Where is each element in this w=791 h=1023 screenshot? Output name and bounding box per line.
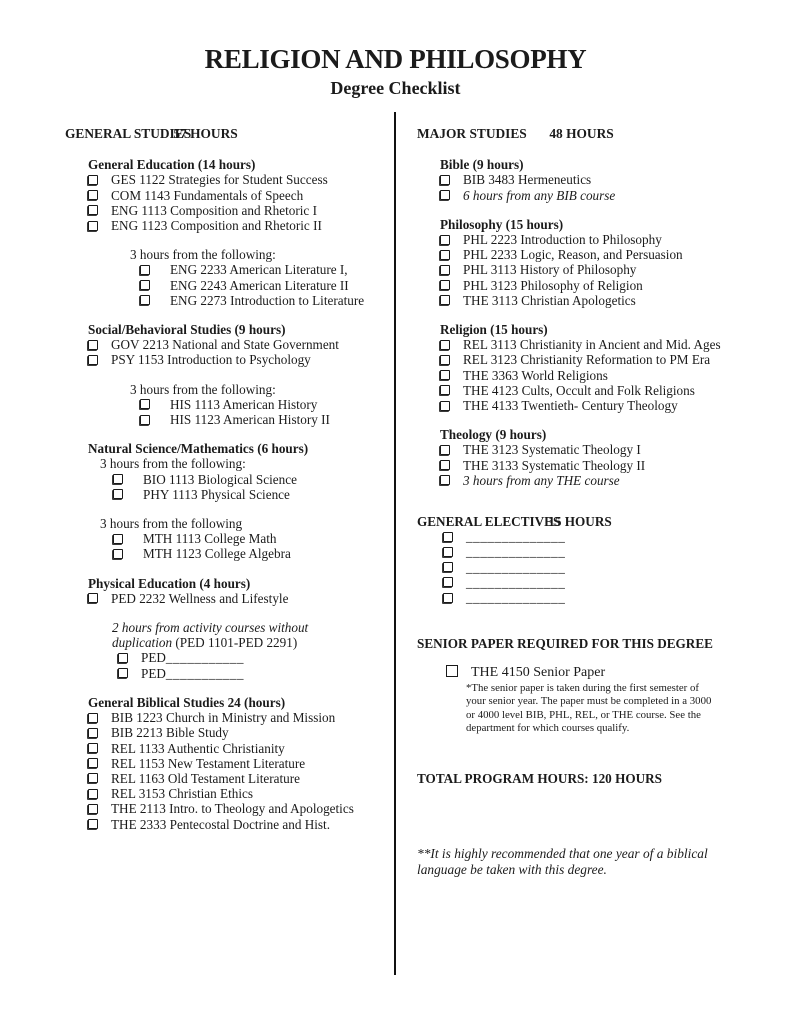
course-label: ENG 1113 Composition and Rhetoric I — [111, 202, 317, 218]
checkbox-icon — [140, 399, 150, 409]
checkbox-icon — [443, 562, 453, 572]
checklist-section — [440, 322, 769, 413]
elective-blank-row — [443, 560, 769, 575]
general-electives-hours: 15 HOURS — [548, 514, 612, 530]
blank-line: ___________ — [165, 665, 244, 681]
total-program-hours: TOTAL PROGRAM HOURS: 120 HOURS — [417, 771, 662, 787]
course-row — [88, 352, 393, 367]
general-electives-blanks — [443, 529, 769, 605]
general-studies-label: GENERAL STUDIES — [65, 126, 192, 141]
general-electives-section — [417, 514, 769, 605]
course-label: ENG 2243 American Literature II — [170, 277, 349, 293]
checkbox-icon — [440, 475, 450, 485]
senior-paper-heading: SENIOR PAPER REQUIRED FOR THIS DEGREE — [417, 636, 713, 652]
elective-blank-row — [443, 590, 769, 605]
section-heading: General Biblical Studies 24 (hours) — [88, 694, 286, 710]
checkbox-icon — [140, 415, 150, 425]
note-text: 3 hours from the following: — [130, 381, 276, 397]
checkbox-icon — [88, 773, 98, 783]
checkbox-icon — [440, 250, 450, 260]
course-row — [113, 546, 393, 561]
course-row — [140, 293, 393, 308]
course-label: ENG 2273 Introduction to Literature — [170, 292, 365, 308]
checkbox-icon — [440, 460, 450, 470]
course-row — [113, 531, 393, 546]
checkbox-icon — [443, 532, 453, 542]
note-text: 3 hours from the following — [100, 516, 243, 532]
major-studies-sections — [417, 157, 769, 488]
course-label: HIS 1123 American History II — [170, 412, 330, 428]
course-label: PHL 2233 Logic, Reason, and Persuasion — [463, 247, 683, 263]
general-studies-sections — [65, 157, 393, 832]
course-label: BIB 3483 Hermeneutics — [463, 172, 592, 188]
checkbox-icon — [440, 190, 450, 200]
checkbox-icon — [88, 175, 98, 185]
checkbox-icon — [88, 758, 98, 768]
course-row — [88, 203, 393, 218]
section-heading: Social/Behavioral Studies (9 hours) — [88, 322, 286, 338]
course-row — [88, 801, 393, 816]
checklist-section — [440, 157, 769, 203]
course-row — [440, 337, 769, 352]
checkbox-icon — [443, 577, 453, 587]
course-label: BIO 1113 Biological Science — [143, 471, 297, 487]
course-row — [440, 293, 769, 308]
course-label: ENG 2233 American Literature I, — [170, 262, 348, 278]
blank-line: ______________ — [466, 544, 566, 560]
section-heading: General Education (14 hours) — [88, 157, 256, 173]
page-title: RELIGION AND PHILOSOPHY — [204, 44, 587, 74]
course-label: PHL 2223 Introduction to Philosophy — [463, 232, 662, 248]
note-text: 3 hours from the following: — [100, 456, 246, 472]
blank-line: ______________ — [466, 574, 566, 590]
elective-blank-row — [443, 575, 769, 590]
course-row — [440, 398, 769, 413]
blank-prefix: PED — [141, 665, 166, 681]
course-label: REL 1153 New Testament Literature — [111, 755, 306, 771]
course-label: MTH 1113 College Math — [143, 531, 277, 547]
course-row — [440, 172, 769, 187]
course-label: REL 1133 Authentic Christianity — [111, 740, 285, 756]
course-label: THE 3363 World Religions — [463, 367, 608, 383]
general-studies-header — [65, 126, 393, 141]
course-row — [88, 710, 393, 725]
course-row — [140, 278, 393, 293]
senior-paper-section — [417, 636, 769, 735]
general-studies-hours: 57 HOURS — [173, 126, 238, 141]
blank-prefix: PED — [141, 650, 166, 666]
course-row — [113, 472, 393, 487]
checkbox-icon — [440, 370, 450, 380]
checkbox-icon — [440, 235, 450, 245]
checklist-section — [88, 576, 393, 681]
checkbox-icon — [113, 549, 123, 559]
course-label: REL 3123 Christianity Reformation to PM Era — [463, 352, 711, 368]
checkbox-icon — [443, 547, 453, 557]
course-row — [440, 368, 769, 383]
course-row — [88, 786, 393, 801]
checkbox-icon — [113, 534, 123, 544]
course-row — [88, 188, 393, 203]
course-row — [88, 756, 393, 771]
checkbox-icon — [88, 789, 98, 799]
checkbox-icon — [443, 593, 453, 603]
course-label: THE 3133 Systematic Theology II — [463, 457, 646, 473]
note-row — [112, 635, 393, 650]
blank-line: ______________ — [466, 559, 566, 575]
biblical-language-footnote: **It is highly recommended that one year of a biblical language be taken with this degree. — [417, 845, 708, 877]
checklist-section — [88, 441, 393, 561]
course-row — [440, 383, 769, 398]
course-row — [440, 473, 769, 488]
blank-row — [118, 666, 393, 681]
checkbox-icon — [88, 713, 98, 723]
checkbox-icon — [113, 474, 123, 484]
checkbox-icon — [88, 190, 98, 200]
course-label: PHL 3123 Philosophy of Religion — [463, 277, 643, 293]
note-row — [100, 516, 393, 531]
major-studies-label: MAJOR STUDIES — [417, 126, 527, 141]
course-label: ENG 1123 Composition and Rhetoric II — [111, 218, 322, 234]
checkbox-icon — [88, 355, 98, 365]
blank-line: ______________ — [466, 590, 566, 606]
course-row — [88, 771, 393, 786]
note-row — [112, 620, 393, 635]
course-row — [88, 817, 393, 832]
checklist-section — [88, 695, 393, 832]
section-heading: Physical Education (4 hours) — [88, 575, 251, 591]
course-row — [440, 247, 769, 262]
course-label: REL 3113 Christianity in Ancient and Mid. Ages — [463, 337, 721, 353]
course-label: THE 3113 Christian Apologetics — [463, 292, 636, 308]
checkbox-icon — [88, 593, 98, 603]
checklist-section — [440, 427, 769, 488]
checkbox-icon — [440, 175, 450, 185]
elective-blank-row — [443, 544, 769, 559]
checklist-section — [88, 157, 393, 308]
course-row — [440, 352, 769, 367]
checkbox-icon — [140, 295, 150, 305]
course-label: BIB 2213 Bible Study — [111, 725, 229, 741]
major-studies-hours: 48 HOURS — [549, 126, 614, 141]
note-row — [130, 382, 393, 397]
course-label: BIB 1223 Church in Ministry and Mission — [111, 710, 336, 726]
course-label: MTH 1123 College Algebra — [143, 546, 291, 562]
course-label: THE 3123 Systematic Theology I — [463, 442, 641, 458]
course-row — [88, 337, 393, 352]
course-label: THE 4133 Twentieth- Century Theology — [463, 398, 678, 414]
checkbox-icon — [88, 819, 98, 829]
course-label: PHY 1113 Physical Science — [143, 486, 290, 502]
major-studies-header — [417, 126, 769, 141]
course-row — [140, 262, 393, 277]
senior-paper-course-label: THE 4150 Senior Paper — [471, 665, 606, 681]
checkbox-icon — [113, 489, 123, 499]
course-label: PHL 3113 History of Philosophy — [463, 262, 637, 278]
course-row — [440, 262, 769, 277]
section-heading: Philosophy (15 hours) — [440, 216, 564, 232]
course-row — [440, 232, 769, 247]
checkbox-icon — [440, 401, 450, 411]
course-label: GOV 2213 National and State Government — [111, 337, 339, 353]
column-divider-line — [394, 112, 396, 975]
row-gap — [88, 606, 393, 620]
blank-line: ______________ — [466, 529, 566, 545]
checkbox-icon — [440, 295, 450, 305]
course-row — [88, 741, 393, 756]
senior-paper-course-row — [446, 665, 769, 680]
page-subtitle: Degree Checklist — [330, 78, 461, 98]
course-label: 6 hours from any BIB course — [463, 187, 616, 203]
checkbox-icon — [88, 728, 98, 738]
major-studies-column — [417, 126, 769, 878]
section-heading: Natural Science/Mathematics (6 hours) — [88, 441, 309, 457]
course-label: 3 hours from any THE course — [463, 472, 620, 488]
checkbox-icon — [440, 355, 450, 365]
blank-row — [118, 650, 393, 665]
checkbox-icon — [118, 653, 128, 663]
section-heading: Religion (15 hours) — [440, 322, 548, 338]
general-electives-header — [417, 514, 769, 529]
course-row — [88, 218, 393, 233]
checkbox-icon — [440, 280, 450, 290]
senior-paper-note: *The senior paper is taken during the first semester of your senior year. The paper must be completed in a 3000 or 4000 level BIB, PHL, REL, or THE course. See the department for which courses qualify. — [466, 681, 712, 734]
checkbox-icon — [140, 280, 150, 290]
note-row — [130, 247, 393, 262]
course-row — [440, 278, 769, 293]
checkbox-icon — [118, 668, 128, 678]
checkbox-icon — [446, 665, 458, 677]
course-label: THE 2113 Intro. to Theology and Apologetics — [111, 801, 354, 817]
checkbox-icon — [88, 205, 98, 215]
note-roman-text: (PED 1101-PED 2291) — [175, 635, 298, 651]
course-row — [88, 172, 393, 187]
course-label: PED 2232 Wellness and Lifestyle — [111, 590, 289, 606]
course-row — [440, 442, 769, 457]
blank-line: ___________ — [165, 650, 244, 666]
row-gap — [88, 233, 393, 247]
course-label: PSY 1153 Introduction to Psychology — [111, 352, 311, 368]
section-heading: Bible (9 hours) — [440, 157, 524, 173]
row-gap — [88, 502, 393, 516]
note-italic-text: duplication — [112, 635, 176, 651]
section-heading: Theology (9 hours) — [440, 427, 547, 443]
checkbox-icon — [440, 445, 450, 455]
course-label: REL 3153 Christian Ethics — [111, 786, 253, 802]
checkbox-icon — [88, 804, 98, 814]
note-text: 2 hours from activity courses without — [112, 620, 309, 636]
general-studies-column — [65, 126, 393, 832]
course-row — [88, 725, 393, 740]
course-label: HIS 1113 American History — [170, 396, 318, 412]
course-row — [113, 487, 393, 502]
course-row — [140, 412, 393, 427]
checkbox-icon — [88, 743, 98, 753]
course-label: THE 2333 Pentecostal Doctrine and Hist. — [111, 816, 331, 832]
note-text: 3 hours from the following: — [130, 247, 276, 263]
course-label: COM 1143 Fundamentals of Speech — [111, 187, 304, 203]
course-row — [440, 458, 769, 473]
checkbox-icon — [140, 265, 150, 275]
checkbox-icon — [88, 340, 98, 350]
row-gap — [88, 368, 393, 382]
checkbox-icon — [88, 221, 98, 231]
checkbox-icon — [440, 385, 450, 395]
checklist-section — [88, 322, 393, 427]
checkbox-icon — [440, 340, 450, 350]
course-row — [140, 397, 393, 412]
course-label: REL 1163 Old Testament Literature — [111, 770, 301, 786]
course-label: THE 4123 Cults, Occult and Folk Religions — [463, 382, 695, 398]
course-row — [440, 188, 769, 203]
checkbox-icon — [440, 265, 450, 275]
course-label: GES 1122 Strategies for Student Success — [111, 172, 328, 188]
elective-blank-row — [443, 529, 769, 544]
course-row — [88, 591, 393, 606]
general-electives-label: GENERAL ELECTIVES — [417, 514, 561, 530]
checklist-section — [440, 217, 769, 308]
note-row — [100, 456, 393, 471]
